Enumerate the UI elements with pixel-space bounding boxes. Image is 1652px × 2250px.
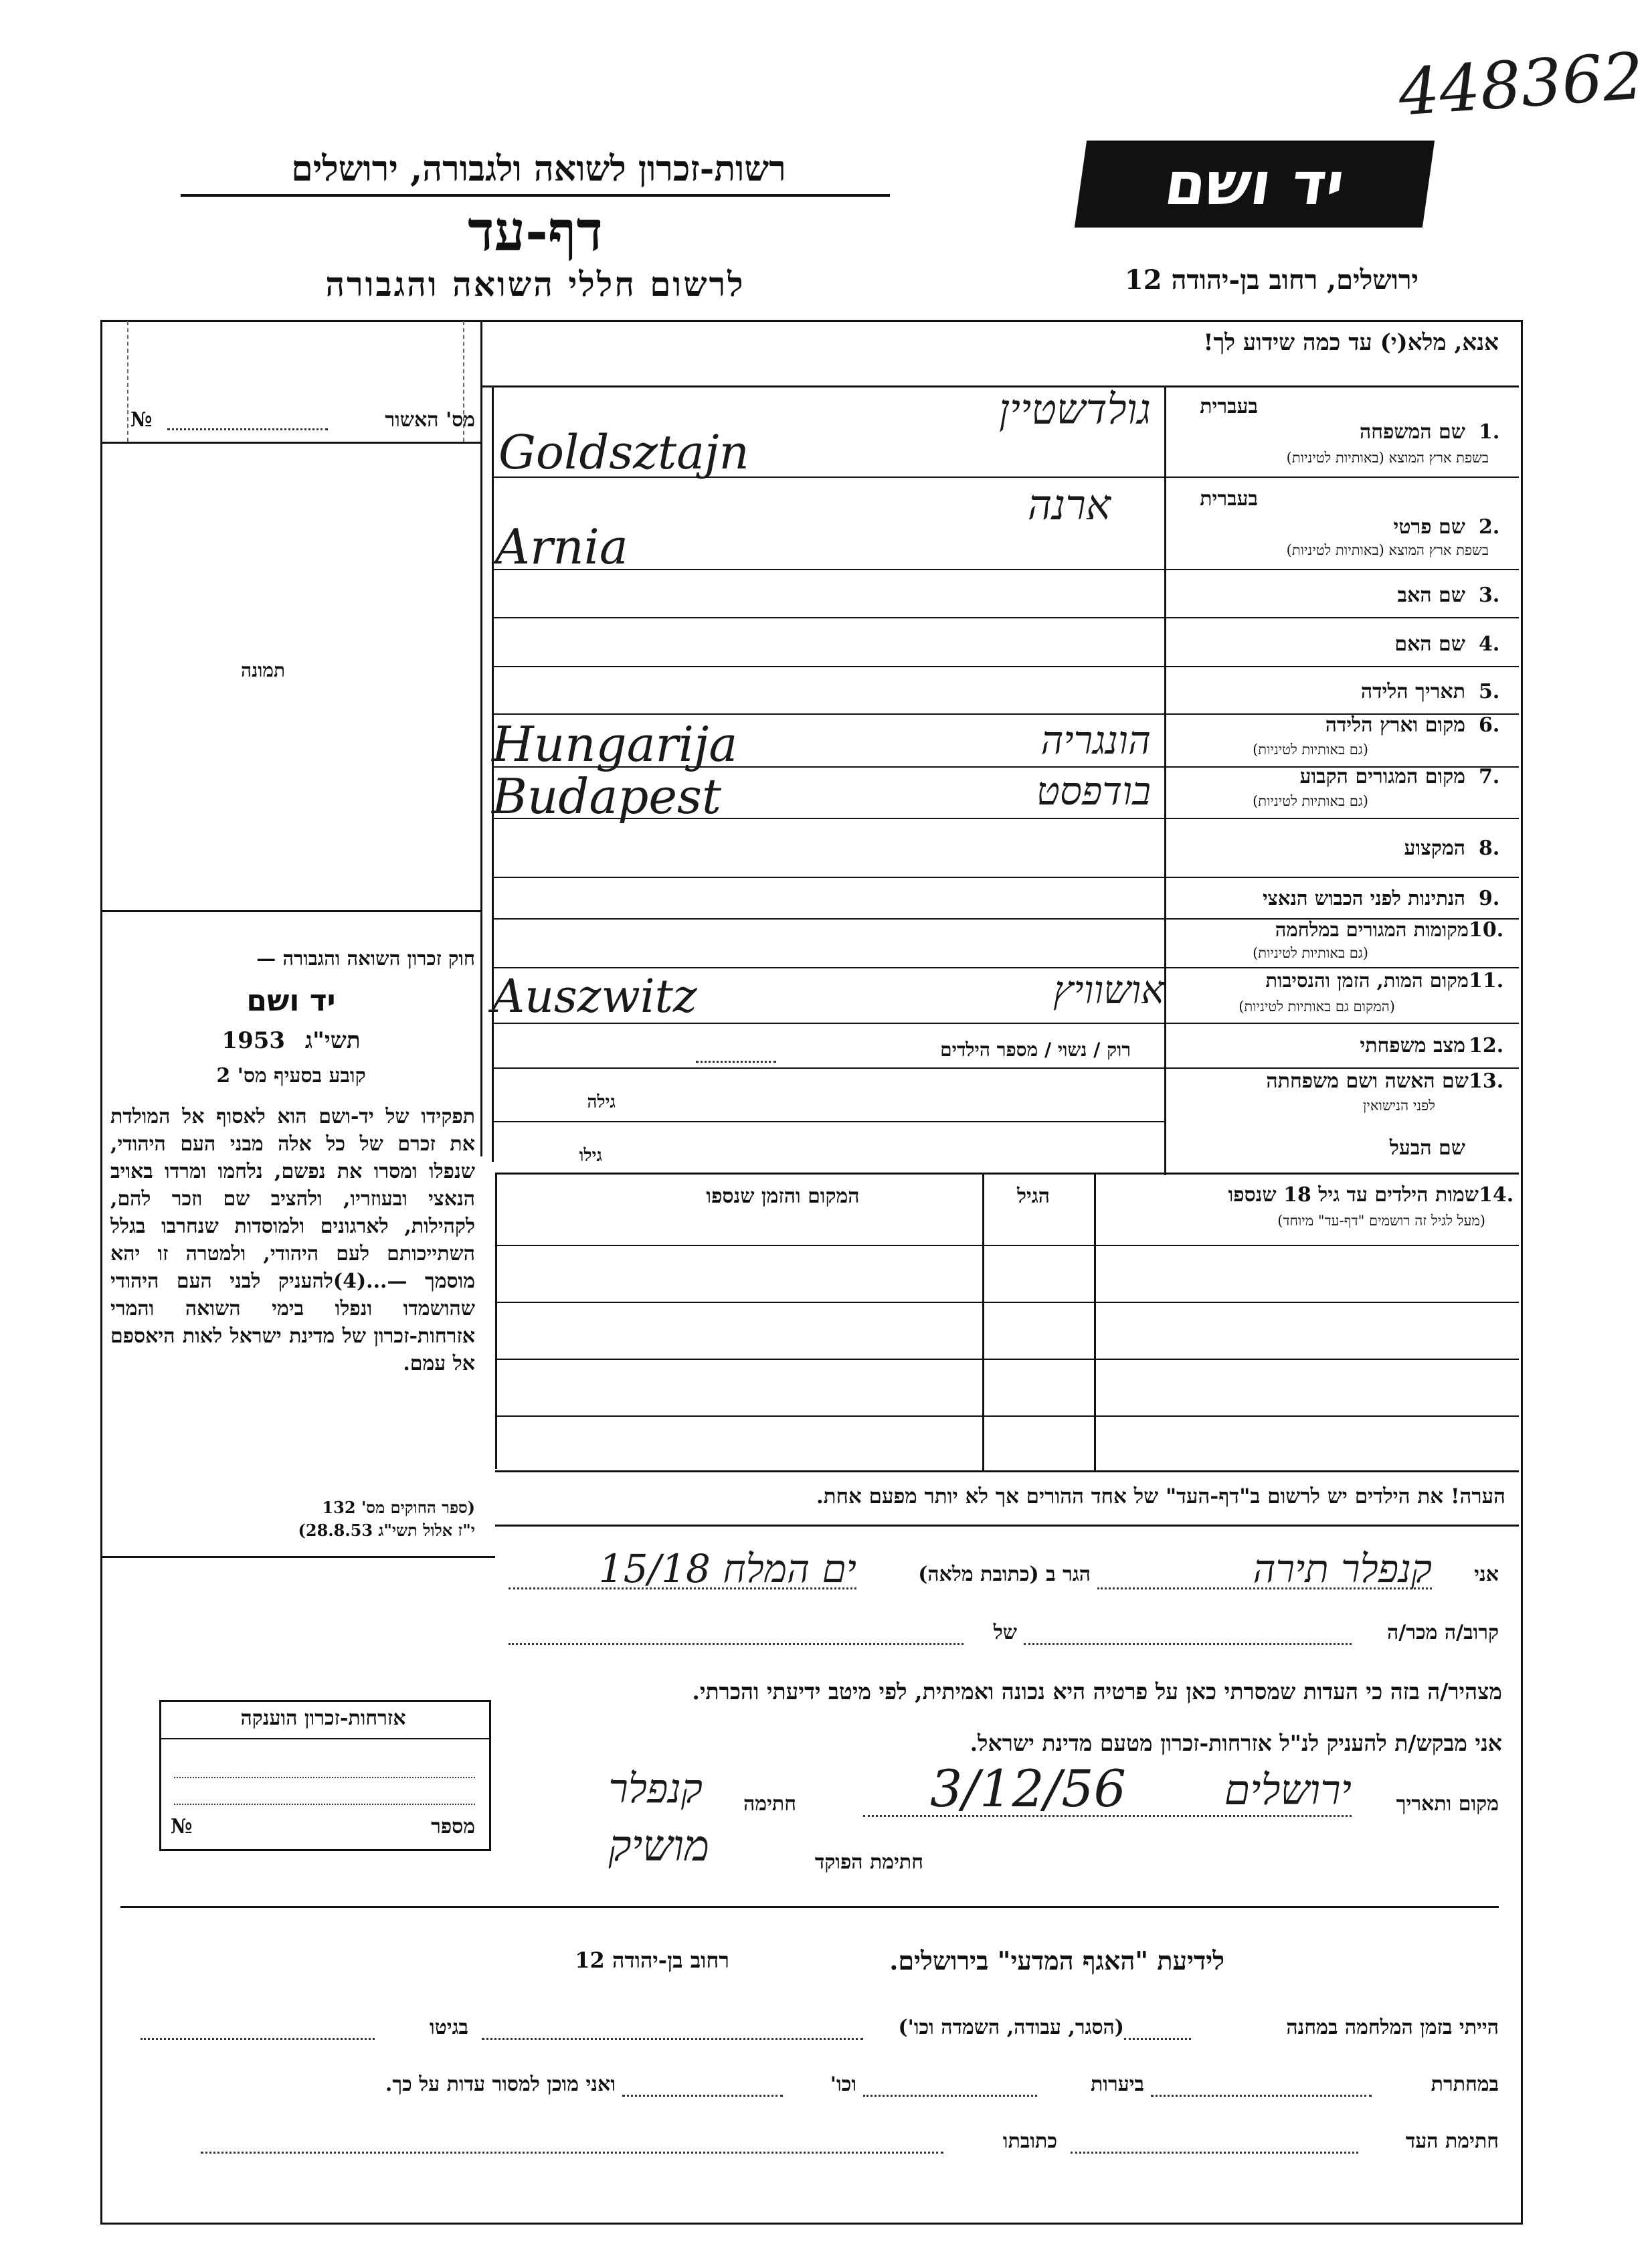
value-line-9 <box>492 918 1164 920</box>
approval-row-line <box>100 442 482 444</box>
row-sep-7 <box>1164 818 1519 819</box>
children-col-div-1 <box>982 1173 984 1470</box>
declaration-text: מצהיר/ה בזה כי העדות שמסרתי כאן על פרטיה היא נכונה ואמיתית, לפי מיטב ידיעתי והכרתי. <box>692 1678 1502 1705</box>
field-10-number: 10. <box>1469 918 1504 942</box>
field-12-label: מצב משפחתי <box>1360 1034 1465 1057</box>
field-12-options: רוק / נשוי / מספר הילדים <box>940 1039 1131 1061</box>
field-6-sub: (גם באותיות לטיניות) <box>1253 742 1368 758</box>
footer-underground-label: במחתרת <box>1431 2073 1499 2096</box>
request-text: אני מבקש/ת להעניק לנ"ל אזרחות-זכרון מטעם מדינת ישראל. <box>970 1730 1502 1756</box>
signature-label: חתימה <box>743 1792 796 1816</box>
law-bottom-line <box>100 1556 495 1558</box>
field-7-value-latin[interactable]: Budapest <box>492 768 721 825</box>
footer-address-label: כתובתו <box>1002 2130 1057 2153</box>
place-value[interactable]: ירושלים <box>1224 1765 1352 1814</box>
field-2-hebrew-tag: בעברית <box>1200 487 1258 511</box>
field-3-number: 3. <box>1479 584 1500 607</box>
row-sep-8 <box>1164 877 1519 878</box>
field-6-number: 6. <box>1479 713 1500 737</box>
field-6-value-latin[interactable]: Hungarija <box>492 716 738 772</box>
wife-line <box>492 1121 1164 1122</box>
footer-underground-field[interactable] <box>1151 2095 1372 2097</box>
law-clause: קובע בסעיף מס' 2 <box>216 1064 366 1088</box>
field-4-label: שם האם <box>1394 632 1465 656</box>
of-field[interactable] <box>509 1643 963 1645</box>
field-13-sub: לפני הנישואין <box>1363 1098 1435 1114</box>
field-2-value-latin[interactable]: Arnia <box>495 519 628 575</box>
field-12-number: 12. <box>1469 1034 1504 1057</box>
form-subtitle: לרשום חללי השואה והגבורה <box>325 264 745 304</box>
photo-label: תמונה <box>241 659 286 681</box>
approval-number-label: מס' האשור <box>385 408 475 432</box>
of-label: של <box>993 1621 1017 1644</box>
children-row-3 <box>495 1415 1519 1417</box>
law-year-hebrew: תשי"ג <box>304 1027 361 1054</box>
value-line-3 <box>492 617 1164 618</box>
field-2-number: 2. <box>1479 515 1500 539</box>
field-6-label: מקום וארץ הלידה <box>1325 713 1465 737</box>
field-9-label: הנתינות לפני הכבוש הנאצי <box>1263 887 1465 910</box>
footer-ghetto-field[interactable] <box>141 2038 375 2040</box>
authority-name: רשות-זכרון לשואה ולגבורה, ירושלים <box>291 149 786 189</box>
row-sep-11 <box>1164 1023 1519 1024</box>
officer-label: חתימת הפוקד <box>814 1850 923 1874</box>
approval-no-mark: № <box>130 408 153 432</box>
citizenship-title-line <box>159 1738 489 1739</box>
footer-testimony-text: ואני מוכן למסור עדות על כך. <box>385 2073 616 2096</box>
children-number: 14. <box>1479 1183 1514 1207</box>
form-title: דף-עד <box>468 199 603 264</box>
law-year: 1953 <box>221 1027 286 1054</box>
approval-number-field[interactable] <box>167 428 328 430</box>
field-1-label: שם המשפחה <box>1359 420 1465 444</box>
relative-label: קרוב/ה מכר/ה <box>1387 1621 1499 1644</box>
citizenship-no-mark: № <box>171 1815 193 1838</box>
field-1-value-hebrew[interactable]: גולדשטיין <box>999 385 1151 434</box>
footer-forests-field[interactable] <box>863 2095 1037 2097</box>
left-column-divider <box>480 320 482 1156</box>
citizenship-number-label: מספר <box>431 1815 475 1838</box>
footer-witness-label: חתימת העד <box>1405 2130 1499 2153</box>
children-sub: (מעל לגיל זה רושמים "דף-עד" מיוחד) <box>1277 1213 1485 1229</box>
field-1-sub: בשפת ארץ המוצא (באותיות לטיניות) <box>1286 450 1489 466</box>
law-title: חוק זכרון השואה והגבורה — <box>256 947 475 970</box>
field-10-label: מקומות המגורים במלחמה <box>1275 918 1469 941</box>
children-row-2 <box>495 1359 1519 1360</box>
field-10-sub: (גם באותיות לטיניות) <box>1253 945 1368 961</box>
place-date-line <box>863 1815 1352 1817</box>
field-7-number: 7. <box>1479 765 1500 788</box>
declarant-name-line <box>1097 1587 1432 1589</box>
footer-witness-field[interactable] <box>1071 2152 1358 2154</box>
value-line-12 <box>492 1067 1164 1069</box>
signature-value[interactable]: קנפלר <box>608 1765 703 1812</box>
row-sep-4 <box>1164 666 1519 667</box>
yad-vashem-logo: יד ושם <box>1075 141 1435 228</box>
date-value[interactable]: 3/12/56 <box>930 1759 1126 1818</box>
footer-camp-label: הייתי בזמן המלחמה במחנה <box>1286 2016 1499 2039</box>
footer-ghetto-label: בגיטו <box>429 2016 468 2039</box>
field-11-label: מקום המות, הזמן והנסיבות <box>1265 969 1469 992</box>
children-row-1 <box>495 1302 1519 1303</box>
children-label: שמות הילדים עד גיל 18 שנספו <box>1228 1183 1479 1207</box>
children-col-div-2 <box>1094 1173 1096 1470</box>
archive-number: 448362 <box>1396 38 1646 131</box>
children-bottom-line <box>495 1470 1519 1472</box>
footer-separator <box>120 1906 1499 1908</box>
relative-field[interactable] <box>1024 1643 1352 1645</box>
field-7-value-hebrew[interactable]: בודפסט <box>1036 768 1151 814</box>
label-column-divider <box>1164 385 1166 1175</box>
footer-camp-types: (הסגר, עבודה, השמדה וכו') <box>898 2016 1124 2039</box>
field-8-number: 8. <box>1479 837 1500 860</box>
wife-age-label: גילה <box>587 1092 616 1112</box>
field-4-number: 4. <box>1479 632 1500 656</box>
law-name: יד ושם <box>246 984 336 1018</box>
value-line-8 <box>492 877 1164 878</box>
citizenship-title: אזרחות-זכרון הוענקה <box>240 1707 406 1730</box>
field-2-value-hebrew[interactable]: ארנה <box>1027 481 1111 529</box>
law-body: תפקידו של יד-ושם הוא לאסוף אל המולדת את זכרם של כל אלה מבני העם היהודי, שנפלו ומסרו את נפשם, נלחמו ומרדו באויב הנאצי ובעוזריו, ולהציב שם וזכר להם, לקהילות, לארגונים ולמוסדות שנחרבו בגלל השתייכותם לעם היהודי, ולמטרה זו יהא מוסמך —...(4)להעניק לבני העם היהודי שהושמדו ונפלו בימי השואה והמרי אזרחות-זכרון של מדינת ישראל לאות היאספם אל עמם. <box>110 1105 476 1375</box>
field-11-sub: (המקום גם באותיות לטיניות) <box>1238 999 1395 1015</box>
field-9-number: 9. <box>1479 887 1500 910</box>
field-2-label: שם פרטי <box>1393 515 1465 539</box>
row-sep-10 <box>1164 967 1519 968</box>
field-3-label: שם האב <box>1397 584 1465 607</box>
field-11-value-latin[interactable]: Auszwitz <box>492 970 697 1023</box>
children-place-col: המקום והזמן שנספו <box>706 1185 860 1208</box>
field-11-number: 11. <box>1469 969 1504 992</box>
officer-signature[interactable]: מושיק <box>608 1822 709 1871</box>
field-5-number: 5. <box>1479 680 1500 703</box>
row-sep-12 <box>1164 1067 1519 1069</box>
row-sep-3 <box>1164 617 1519 618</box>
field-1-hebrew-tag: בעברית <box>1200 395 1258 418</box>
place-date-label: מקום ותאריך <box>1396 1792 1499 1816</box>
law-source: (ספר החוקים מס' 132 <box>322 1498 475 1517</box>
field-7-label: מקום המגורים הקבוע <box>1299 765 1465 788</box>
left-column-divider-lower <box>495 1175 497 1469</box>
value-line-5 <box>492 713 1164 715</box>
photo-bottom-line <box>100 910 482 912</box>
children-age-col: הגיל <box>1017 1185 1050 1208</box>
declarant-address[interactable]: ים המלח 15/18 <box>598 1546 856 1591</box>
footer-forests-label: ביערות <box>1090 2073 1144 2096</box>
row-sep-2 <box>1164 569 1519 570</box>
footer-address: רחוב בן-יהודה 12 <box>575 1948 729 1973</box>
field-7-sub: (גם באותיות לטיניות) <box>1253 793 1368 809</box>
field-5-label: תאריך הלידה <box>1360 680 1465 703</box>
husband-age-label: גילו <box>579 1146 602 1166</box>
husband-label: שם הבעל <box>1389 1136 1465 1160</box>
footer-etc-label: וכו' <box>830 2073 856 2096</box>
field-6-value-hebrew[interactable]: הונגריה <box>1040 717 1151 763</box>
declarant-address-line <box>509 1587 856 1589</box>
declarant-i-label: אני <box>1474 1563 1499 1586</box>
husband-bottom-line <box>495 1173 1519 1175</box>
header-address: ירושלים, רחוב בן-יהודה 12 <box>1124 264 1418 296</box>
field-13-number: 13. <box>1469 1069 1504 1093</box>
authority-underline <box>181 194 890 197</box>
value-line-4 <box>492 666 1164 667</box>
law-year-row <box>107 1027 475 1054</box>
citizenship-line-1 <box>174 1777 475 1778</box>
declarant-residing-label: הגר ב (כתובת מלאה) <box>918 1563 1091 1586</box>
field-8-label: המקצוע <box>1404 837 1465 860</box>
field-1-number: 1. <box>1479 420 1500 444</box>
field-2-sub: בשפת ארץ המוצא (באותיות לטיניות) <box>1286 542 1489 558</box>
footer-address-field[interactable] <box>201 2152 943 2154</box>
children-count-field[interactable] <box>696 1061 776 1063</box>
footer-etc-field[interactable] <box>622 2095 783 2097</box>
children-header-line <box>495 1245 1519 1246</box>
footer-title: לידיעת "האגף המדעי" בירושלים. <box>889 1945 1224 1976</box>
law-source-date: י"ז אלול תשי"ג 28.8.53) <box>298 1521 475 1540</box>
footer-camp-detail-field[interactable] <box>482 2038 863 2040</box>
intro-text: אנא, מלא(י) עד כמה שידוע לך! <box>1203 329 1499 356</box>
citizenship-line-2 <box>174 1804 475 1805</box>
declarant-name[interactable]: קנפלר תירה <box>1253 1546 1432 1591</box>
field-11-value-hebrew[interactable]: אושוויץ <box>1053 967 1164 1013</box>
footer-camp-field[interactable] <box>1124 2038 1191 2040</box>
note-bottom-line <box>495 1525 1519 1527</box>
field-13-label: שם האשה ושם משפחתה <box>1266 1069 1469 1093</box>
row-sep-1 <box>1164 477 1519 478</box>
field-1-value-latin[interactable]: Goldsztajn <box>498 425 749 480</box>
children-note: הערה! את הילדים יש לרשום ב"דף-העד" של אחד ההורים אך לא יותר מפעם אחת. <box>816 1484 1505 1508</box>
